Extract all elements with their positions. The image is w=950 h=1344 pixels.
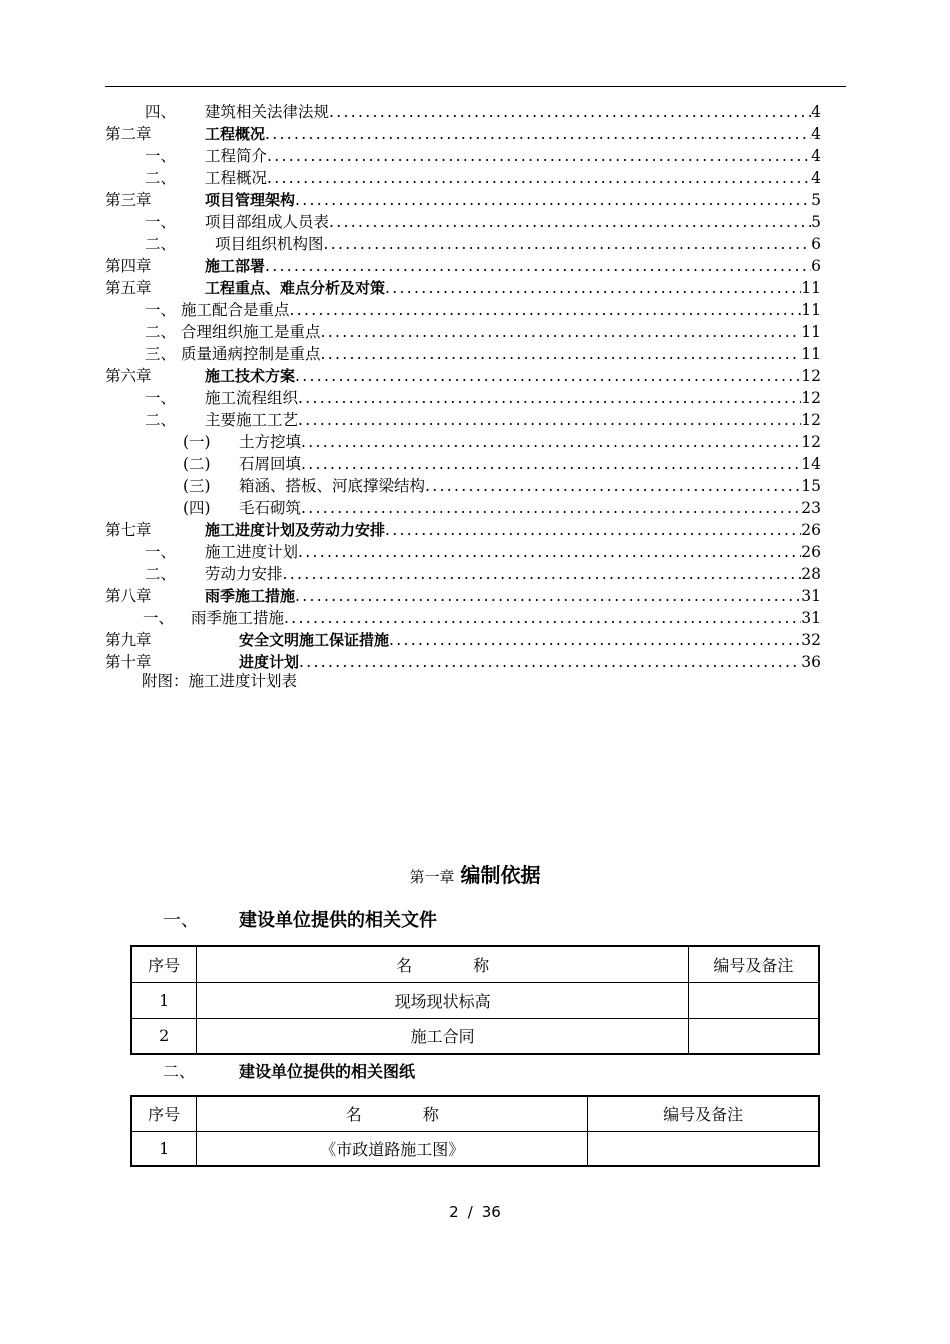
toc-page-number: 12 [801, 389, 821, 407]
drawings-table [130, 1095, 820, 1167]
header-cell: 序号 [131, 1096, 197, 1131]
toc-leader-dots [425, 475, 801, 497]
toc-page-number: 4 [811, 125, 821, 143]
toc-page-number: 11 [801, 279, 821, 297]
toc-entry-title: 施工配合是重点 [181, 301, 290, 319]
toc-leader-dots [301, 453, 801, 475]
page-footer [0, 1203, 950, 1221]
toc-entry-title: 施工进度计划 [205, 543, 299, 561]
toc-entry[interactable] [105, 431, 821, 453]
toc-entry[interactable] [105, 145, 821, 167]
toc-page-number: 11 [801, 323, 821, 341]
toc-appendix: 附图：施工进度计划表 [142, 672, 298, 690]
toc-entry-number: 一、 [145, 213, 177, 231]
current-page: 2 [449, 1203, 459, 1221]
toc-page-number: 31 [801, 587, 821, 605]
toc-leader-dots [385, 277, 801, 299]
toc-entry-title: 土方挖填 [239, 433, 302, 451]
toc-entry-title: 施工流程组织 [205, 389, 299, 407]
table-cell: 《市政道路施工图》 [197, 1131, 588, 1166]
toc-entry-number: (二) [183, 455, 211, 473]
toc-entry-number: 二、 [145, 235, 177, 253]
section-number: 二、 [163, 1062, 196, 1081]
toc-entry-number: 第八章 [105, 587, 152, 605]
toc-page-number: 6 [811, 235, 821, 253]
toc-entry-title: 毛石砌筑 [239, 499, 302, 517]
header-rule [105, 86, 846, 87]
toc-entry[interactable] [105, 519, 821, 541]
toc-entry-number: 第十章 [105, 653, 152, 671]
toc-leader-dots [295, 189, 811, 211]
toc-entry-title: 项目管理架构 [205, 191, 296, 209]
page-separator: / [467, 1203, 473, 1221]
toc-entry-title: 工程概况 [205, 125, 266, 143]
toc-entry[interactable] [105, 607, 821, 629]
toc-page-number: 26 [801, 521, 821, 539]
toc-entry-title: 施工进度计划及劳动力安排 [205, 521, 386, 539]
chapter-heading [0, 860, 950, 892]
table-header-row [131, 946, 819, 982]
toc-entry-title: 质量通病控制是重点 [181, 345, 321, 363]
toc-leader-dots [298, 541, 801, 563]
toc-entry[interactable] [105, 299, 821, 321]
toc-leader-dots [389, 629, 801, 651]
toc-entry-number: 二、 [145, 169, 177, 187]
toc-page-number: 11 [801, 345, 821, 363]
toc-entry[interactable] [105, 365, 821, 387]
toc-entry-number: (四) [183, 499, 211, 517]
table-cell [688, 1018, 819, 1054]
toc-leader-dots [267, 167, 811, 189]
toc-entry[interactable] [105, 563, 821, 585]
toc-leader-dots [283, 563, 802, 585]
toc-entry-number: 第七章 [105, 521, 152, 539]
toc-page-number: 12 [801, 433, 821, 451]
toc-entry-title: 主要施工工艺 [205, 411, 299, 429]
toc-entry[interactable] [105, 167, 821, 189]
toc-leader-dots [301, 431, 801, 453]
toc-entry-title: 进度计划 [239, 653, 300, 671]
toc-page-number: 12 [801, 367, 821, 385]
section-number: 一、 [163, 910, 199, 931]
toc-leader-dots [298, 409, 801, 431]
toc-entry[interactable] [105, 211, 821, 233]
section-title: 建设单位提供的相关文件 [239, 910, 437, 931]
toc-leader-dots [385, 519, 801, 541]
table-cell: 施工合同 [197, 1018, 689, 1054]
table-row [131, 982, 819, 1018]
toc-page-number: 14 [801, 455, 821, 473]
toc-entry-title: 雨季施工措施 [205, 587, 296, 605]
toc-entry[interactable] [105, 453, 821, 475]
toc-leader-dots [267, 145, 811, 167]
toc-entry[interactable] [105, 541, 821, 563]
toc-page-number: 6 [811, 257, 821, 275]
toc-leader-dots [295, 365, 801, 387]
toc-entry[interactable] [105, 277, 821, 299]
table-header-row [131, 1096, 819, 1131]
header-cell: 编号及备注 [688, 946, 819, 982]
toc-page-number: 4 [811, 169, 821, 187]
toc-entry-number: 第九章 [105, 631, 152, 649]
toc-entry[interactable] [105, 409, 821, 431]
toc-entry[interactable] [105, 123, 821, 145]
toc-entry-number: 二、 [145, 411, 177, 429]
toc-leader-dots [298, 387, 801, 409]
toc-leader-dots [321, 343, 802, 365]
toc-entry-title: 工程重点、难点分析及对策 [205, 279, 386, 297]
table-cell: 1 [131, 982, 197, 1018]
toc-entry[interactable] [105, 629, 821, 651]
table-of-contents [105, 101, 821, 673]
toc-entry[interactable] [105, 233, 821, 255]
toc-entry-number: (一) [183, 433, 211, 451]
toc-entry[interactable] [105, 585, 821, 607]
toc-entry-number: 二、 [145, 323, 177, 341]
table-cell: 2 [131, 1018, 197, 1054]
section-title: 建设单位提供的相关图纸 [239, 1062, 416, 1081]
header-cell: 名 称 [197, 946, 689, 982]
toc-page-number: 23 [801, 499, 821, 517]
toc-entry[interactable] [105, 497, 821, 519]
toc-entry-title: 石屑回填 [239, 455, 302, 473]
toc-entry-number: 二、 [145, 565, 177, 583]
documents-table [130, 945, 820, 1055]
toc-entry-title: 施工部署 [205, 257, 266, 275]
toc-page-number: 26 [801, 543, 821, 561]
header-cell: 序号 [131, 946, 197, 982]
toc-entry-title: 项目部组成人员表 [205, 213, 330, 231]
toc-leader-dots [329, 211, 811, 233]
toc-entry-number: 第三章 [105, 191, 152, 209]
toc-entry-number: 一、 [145, 147, 177, 165]
toc-leader-dots [329, 101, 811, 123]
toc-entry-title: 劳动力安排 [205, 565, 283, 583]
toc-entry-title: 安全文明施工保证措施 [239, 631, 390, 649]
toc-entry-number: 一、 [143, 609, 175, 627]
toc-entry[interactable] [105, 255, 821, 277]
toc-entry-number: 第四章 [105, 257, 152, 275]
toc-page-number: 5 [811, 191, 821, 209]
toc-leader-dots [290, 299, 802, 321]
toc-entry-title: 工程概况 [205, 169, 268, 187]
chapter-number: 第一章 [409, 868, 455, 886]
total-pages: 36 [481, 1203, 501, 1221]
table-cell [588, 1131, 819, 1166]
toc-page-number: 4 [811, 103, 821, 121]
toc-leader-dots [301, 497, 801, 519]
toc-leader-dots [265, 123, 811, 145]
header-cell: 编号及备注 [588, 1096, 819, 1131]
toc-page-number: 15 [801, 477, 821, 495]
toc-entry-title: 合理组织施工是重点 [181, 323, 321, 341]
toc-page-number: 32 [801, 631, 821, 649]
toc-entry-number: 一、 [145, 389, 177, 407]
toc-leader-dots [295, 585, 801, 607]
toc-entry-number: 第二章 [105, 125, 152, 143]
toc-entry-number: 第六章 [105, 367, 152, 385]
header-cell: 名 称 [197, 1096, 588, 1131]
toc-leader-dots [299, 651, 801, 673]
toc-entry[interactable] [105, 321, 821, 343]
toc-leader-dots [284, 607, 801, 629]
toc-entry-number: 三、 [145, 345, 177, 363]
toc-entry-number: (三) [183, 477, 211, 495]
table-row [131, 1131, 819, 1166]
toc-page-number: 28 [801, 565, 821, 583]
table-row [131, 1018, 819, 1054]
toc-leader-dots [324, 233, 812, 255]
toc-entry-title: 项目组织机构图 [215, 235, 324, 253]
toc-entry-title: 雨季施工措施 [191, 609, 285, 627]
toc-leader-dots [321, 321, 802, 343]
toc-entry-number: 一、 [145, 543, 177, 561]
toc-page-number: 11 [801, 301, 821, 319]
table-cell: 现场现状标高 [197, 982, 689, 1018]
toc-page-number: 12 [801, 411, 821, 429]
table-cell: 1 [131, 1131, 197, 1166]
toc-entry-title: 施工技术方案 [205, 367, 296, 385]
toc-leader-dots [265, 255, 811, 277]
toc-page-number: 31 [801, 609, 821, 627]
toc-entry[interactable] [105, 387, 821, 409]
toc-entry-title: 工程简介 [205, 147, 268, 165]
toc-entry-number: 第五章 [105, 279, 152, 297]
toc-entry[interactable] [105, 189, 821, 211]
toc-entry-number: 一、 [145, 301, 177, 319]
toc-entry-title: 建筑相关法律法规 [205, 103, 330, 121]
toc-page-number: 4 [811, 147, 821, 165]
toc-entry[interactable] [105, 343, 821, 365]
toc-page-number: 36 [801, 653, 821, 671]
toc-page-number: 5 [811, 213, 821, 231]
toc-entry-title: 箱涵、搭板、河底撑梁结构 [239, 477, 426, 495]
toc-entry[interactable] [105, 101, 821, 123]
toc-entry-number: 四、 [145, 103, 177, 121]
table-cell [688, 982, 819, 1018]
toc-entry[interactable] [105, 475, 821, 497]
chapter-title: 编制依据 [460, 863, 541, 887]
